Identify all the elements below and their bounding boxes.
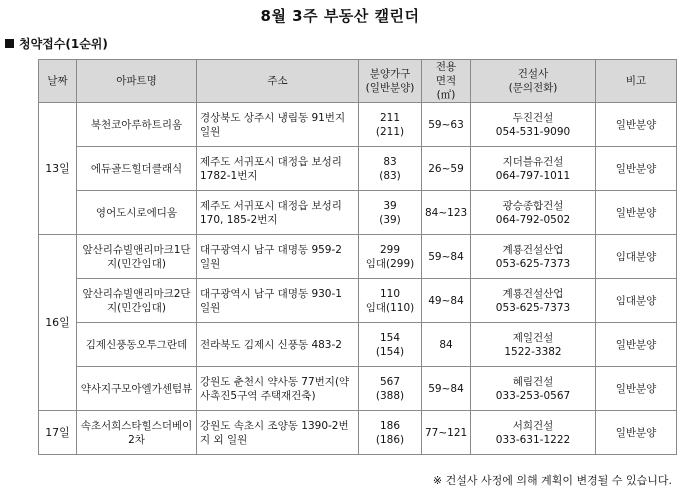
total-units: 154 (379, 331, 401, 344)
general-units: (39) (379, 213, 401, 226)
footnote: ※ 건설사 사정에 의해 계획이 변경될 수 있습니다. (432, 474, 672, 487)
area-cell: 77~121 (422, 411, 471, 455)
note-cell: 임대분양 (596, 235, 677, 279)
builder-cell (471, 103, 596, 147)
builder-phone: 033-253-0567 (495, 389, 571, 402)
header-builder-line1: 건설사 (517, 68, 549, 80)
apartment-name: 북천코아루하트리움 (77, 103, 197, 147)
total-units: 110 (379, 287, 401, 300)
general-units: (186) (375, 433, 405, 446)
apartment-name: 약사지구모아엘가센텀뷰 (77, 367, 197, 411)
total-units: 211 (379, 111, 401, 124)
units-cell (359, 103, 422, 147)
general-units: (83) (379, 169, 401, 182)
date-cell: 17일 (39, 411, 77, 455)
builder-phone: 064-792-0502 (495, 213, 571, 226)
total-units: 186 (379, 419, 401, 432)
header-units-line1: 분양가구 (369, 68, 411, 80)
units-cell (359, 191, 422, 235)
builder-phone: 054-531-9090 (495, 125, 571, 138)
area-cell: 26~59 (422, 147, 471, 191)
builder-name: 계룡건설산업 (502, 287, 564, 300)
header-units-line2: (일반분양) (365, 82, 415, 94)
builder-cell (471, 411, 596, 455)
total-units: 567 (379, 375, 401, 388)
total-units: 83 (383, 155, 397, 168)
units-cell (359, 279, 422, 323)
header-address: 주소 (197, 60, 359, 103)
table-row (39, 411, 677, 455)
area-cell: 84 (422, 323, 471, 367)
apartment-name: 속초서희스타힐스더베이2차 (77, 411, 197, 455)
builder-cell (471, 367, 596, 411)
address: 강원도 춘천시 약사동 77번지(약사촉진5구역 주택재건축) (197, 367, 359, 411)
area-cell: 84~123 (422, 191, 471, 235)
header-area-line2: 면적 (435, 75, 457, 87)
note-cell: 일반분양 (596, 191, 677, 235)
builder-phone: 033-631-1222 (495, 433, 571, 446)
general-units: 임대(299) (365, 257, 415, 270)
address: 경상북도 상주시 냉림동 91번지 일원 (197, 103, 359, 147)
address: 전라북도 김제시 신풍동 483-2 (197, 323, 359, 367)
address: 대구광역시 남구 대명동 930-1 일원 (197, 279, 359, 323)
total-units: 39 (383, 199, 397, 212)
units-cell (359, 235, 422, 279)
table-row (39, 279, 677, 323)
header-builder-line2: (문의전화) (508, 82, 558, 94)
section-title: 청약접수(1순위) (19, 37, 108, 51)
header-date: 날짜 (39, 60, 77, 103)
general-units: 임대(110) (365, 301, 415, 314)
general-units: (154) (375, 345, 405, 358)
area-cell: 49~84 (422, 279, 471, 323)
units-cell (359, 411, 422, 455)
builder-phone: 053-625-7373 (495, 301, 571, 314)
note-cell: 일반분양 (596, 411, 677, 455)
general-units: (211) (375, 125, 405, 138)
builder-name: 지더블유건설 (502, 155, 564, 168)
area-cell: 59~63 (422, 103, 471, 147)
note-cell: 임대분양 (596, 279, 677, 323)
date-cell: 16일 (39, 235, 77, 411)
builder-phone: 053-625-7373 (495, 257, 571, 270)
units-cell (359, 367, 422, 411)
table-row (39, 103, 677, 147)
table-row (39, 323, 677, 367)
header-area (422, 60, 471, 103)
builder-name: 계룡건설산업 (502, 243, 564, 256)
builder-phone: 1522-3382 (504, 345, 562, 358)
note-cell: 일반분양 (596, 103, 677, 147)
builder-cell (471, 279, 596, 323)
apartment-name: 앞산리슈빌앤리마크1단지(민간임대) (77, 235, 197, 279)
section-heading (5, 35, 108, 52)
address: 제주도 서귀포시 대정읍 보성리 170, 185-2번지 (197, 191, 359, 235)
builder-name: 두진건설 (512, 111, 554, 124)
units-cell (359, 147, 422, 191)
note-cell: 일반분양 (596, 323, 677, 367)
apartment-name: 에듀골드힐더클래식 (77, 147, 197, 191)
builder-cell (471, 191, 596, 235)
total-units: 299 (379, 243, 401, 256)
header-builder (471, 60, 596, 103)
builder-cell (471, 147, 596, 191)
subscription-table (38, 59, 677, 455)
table-row (39, 191, 677, 235)
page-title: 8월 3주 부동산 캘린더 (260, 7, 420, 25)
area-cell: 59~84 (422, 367, 471, 411)
builder-phone: 064-797-1011 (495, 169, 571, 182)
note-cell: 일반분양 (596, 147, 677, 191)
header-note: 비고 (596, 60, 677, 103)
builder-cell (471, 323, 596, 367)
table-row (39, 235, 677, 279)
builder-cell (471, 235, 596, 279)
units-cell (359, 323, 422, 367)
address: 대구광역시 남구 대명동 959-2 일원 (197, 235, 359, 279)
header-area-line1: 전용 (435, 61, 457, 73)
address: 강원도 속초시 조양동 1390-2번지 외 일원 (197, 411, 359, 455)
table-header-row (39, 60, 677, 103)
area-cell: 59~84 (422, 235, 471, 279)
bullet-square-icon (5, 39, 14, 48)
address: 제주도 서귀포시 대정읍 보성리 1782-1번지 (197, 147, 359, 191)
apartment-name: 앞산리슈빌앤리마크2단지(민간임대) (77, 279, 197, 323)
table-row (39, 147, 677, 191)
builder-name: 혜림건설 (512, 375, 554, 388)
header-units (359, 60, 422, 103)
builder-name: 제일건설 (512, 331, 554, 344)
builder-name: 서희건설 (512, 419, 554, 432)
general-units: (388) (375, 389, 405, 402)
table-row (39, 367, 677, 411)
builder-name: 광승종합건설 (502, 199, 564, 212)
header-apartment: 아파트명 (77, 60, 197, 103)
apartment-name: 김제신풍동오투그란데 (77, 323, 197, 367)
apartment-name: 영어도시로에디움 (77, 191, 197, 235)
date-cell: 13일 (39, 103, 77, 235)
note-cell: 일반분양 (596, 367, 677, 411)
header-area-line3: (㎡) (436, 89, 456, 101)
